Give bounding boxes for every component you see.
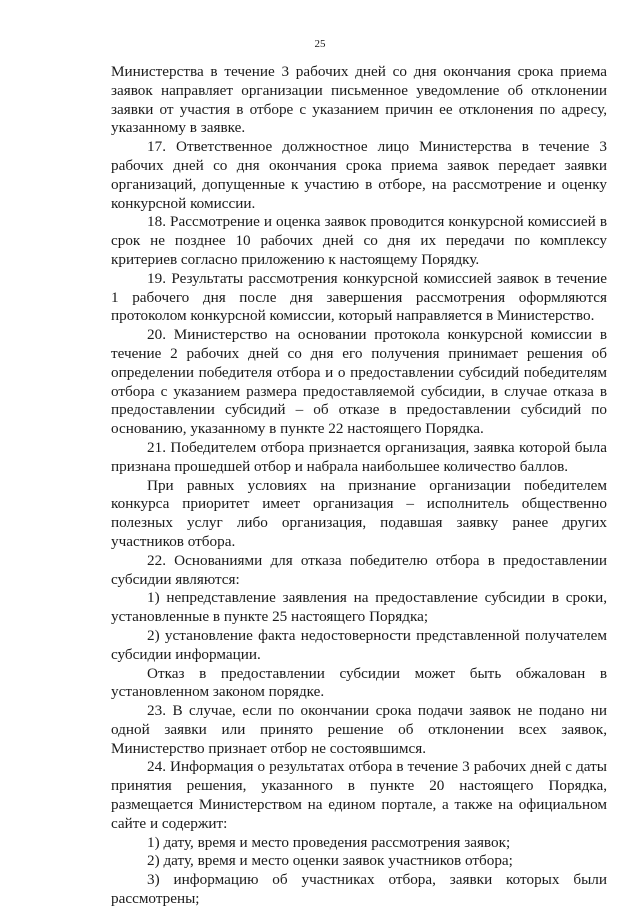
paragraph-item-24: 24. Информация о результатах отбора в течение 3 рабочих дней с даты принятия решения, указанного в пункте 20 настоящего Порядка, размещается Министерством на едином портале, а также на официальном сайте и содержит: bbox=[111, 758, 607, 832]
paragraph-appeal: Отказ в предоставлении субсидии может быть обжалован в установленном законом порядке. bbox=[111, 664, 607, 701]
paragraph-item-17: 17. Ответственное должностное лицо Министерства в течение 3 рабочих дней со дня окончания срока приема заявок передает заявки организаций, допущенные к участию в отборе, на рассмотрение и оценку конкурсной комиссии. bbox=[111, 138, 607, 212]
paragraph-continuation: Министерства в течение 3 рабочих дней со дня окончания срока приема заявок направляет организации письменное уведомление об отклонении заявки от участия в отборе с указанием причин ее отклонения по адресу, указанному в заявке. bbox=[111, 63, 607, 137]
paragraph-item-18: 18. Рассмотрение и оценка заявок проводится конкурсной комиссией в срок не позднее 10 рабочих дней со дня их передачи по комплексу критериев согласно приложению к настоящему Порядку. bbox=[111, 213, 607, 268]
paragraph-subitem-24-3: 3) информацию об участниках отбора, заявки которых были рассмотрены; bbox=[111, 871, 607, 908]
paragraph-subitem-22-2: 2) установление факта недостоверности представленной получателем субсидии информации. bbox=[111, 626, 607, 663]
paragraph-subitem-24-1: 1) дату, время и место проведения рассмотрения заявок; bbox=[147, 833, 511, 851]
paragraph-item-23: 23. В случае, если по окончании срока подачи заявок не подано ни одной заявки или принято решение об отклонении всех заявок, Министерство признает отбор не состоявшимся. bbox=[111, 702, 607, 757]
paragraph-item-20: 20. Министерство на основании протокола конкурсной комиссии в течение 2 рабочих дней со дня его получения принимает решения об определении победителя отбора и о предоставлении субсидий победителям отбора с указанием размера предоставляемой субсидии, в случае отказа в предоставлении субсидий – об отказе в предоставлении субсидий по основанию, указанному в пункте 22 настоящего Порядка. bbox=[111, 326, 607, 438]
paragraph-subitem-24-2: 2) дату, время и место оценки заявок участников отбора; bbox=[147, 852, 513, 870]
paragraph-item-19: 19. Результаты рассмотрения конкурсной комиссией заявок в течение 1 рабочего дня после дня завершения рассмотрения оформляются протоколом конкурсной комиссии, который направляется в Министерство. bbox=[111, 269, 607, 325]
page-number: 25 bbox=[314, 38, 326, 50]
document-body bbox=[111, 63, 607, 909]
paragraph-item-22: 22. Основаниями для отказа победителю отбора в предоставлении субсидии являются: bbox=[111, 551, 607, 588]
paragraph-subitem-22-1: 1) непредставление заявления на предоставление субсидии в сроки, установленные в пункте 25 настоящего Порядка; bbox=[111, 589, 607, 626]
paragraph-item-21: 21. Победителем отбора признается организация, заявка которой была признана прошедшей отбор и набрала наибольшее количество баллов. bbox=[111, 438, 607, 475]
paragraph-equal-conditions: При равных условиях на признание организации победителем конкурса приоритет имеет организация – исполнитель общественно полезных услуг либо организация, подавшая заявку ранее других участников отбора. bbox=[111, 476, 607, 550]
